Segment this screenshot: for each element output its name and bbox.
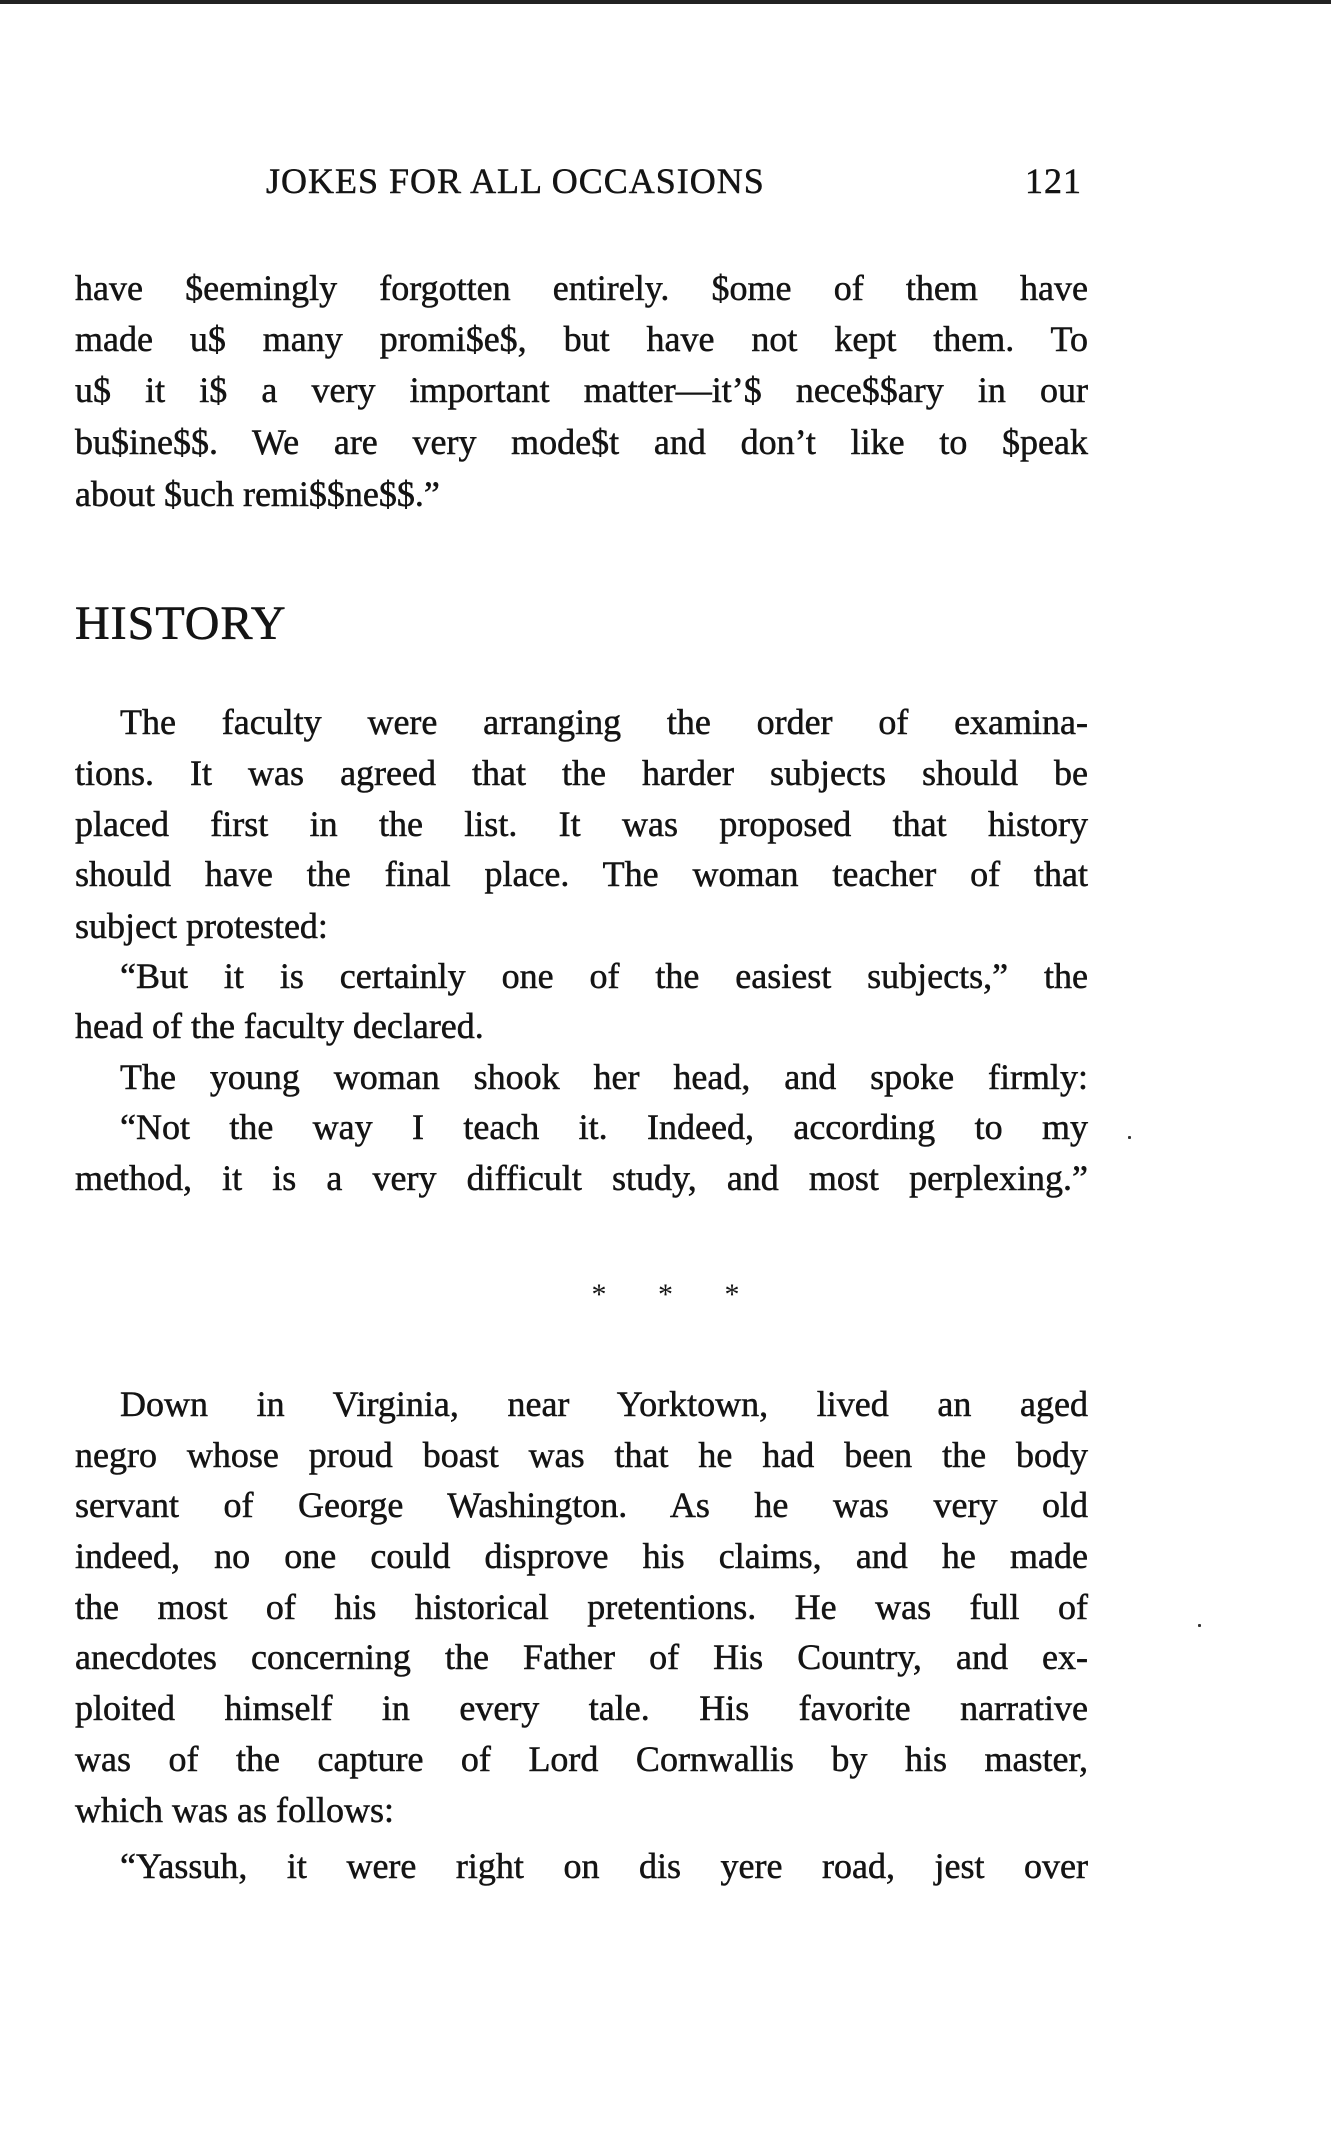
text-line: The young woman shook her head, and spoke firmly: [120,1057,1088,1097]
text-line: servant of George Washington. As he was very old [75,1485,1088,1525]
text-line: about $uch remi$$ne$$.” [75,474,440,514]
text-line: anecdotes concerning the Father of His Country, and ex- [75,1637,1088,1677]
page-number: 121 [1025,161,1082,201]
text-line: u$ it i$ a very important matter—it’$ nece$$ary in our [75,370,1088,410]
text-line: ploited himself in every tale. His favorite narrative [75,1688,1088,1728]
text-line: which was as follows: [75,1790,394,1830]
text-line: placed first in the list. It was proposed that history [75,804,1088,844]
text-line: tions. It was agreed that the harder subjects should be [75,753,1088,793]
page-top-edge [0,0,1331,4]
section-heading: HISTORY [75,597,287,650]
text-line: bu$ine$$. We are very mode$t and don’t like to $peak [75,422,1088,462]
text-line: “Yassuh, it were right on dis yere road, jest over [120,1846,1088,1886]
text-line: the most of his historical pretentions. He was full of [75,1587,1088,1627]
text-line: “Not the way I teach it. Indeed, according to my [120,1107,1088,1147]
text-line: method, it is a very difficult study, and most perplexing.” [75,1158,1088,1198]
text-line: “But it is certainly one of the easiest subjects,” the [120,956,1088,996]
text-line: The faculty were arranging the order of examina- [120,702,1088,742]
text-line: should have the final place. The woman teacher of that [75,854,1088,894]
text-line: have $eemingly forgotten entirely. $ome of them have [75,268,1088,308]
text-line: Down in Virginia, near Yorktown, lived an aged [120,1384,1088,1424]
text-line: indeed, no one could disprove his claims, and he made [75,1536,1088,1576]
text-line: negro whose proud boast was that he had been the body [75,1435,1088,1475]
scan-speck [1198,1624,1201,1627]
text-line: head of the faculty declared. [75,1006,484,1046]
text-line: made u$ many promi$e$, but have not kept them. To [75,319,1088,359]
text-line: was of the capture of Lord Cornwallis by his master, [75,1739,1088,1779]
running-title: JOKES FOR ALL OCCASIONS [266,161,765,201]
section-separator: * * * [591,1278,740,1311]
text-line: subject protested: [75,906,328,946]
scan-speck [1128,1136,1131,1139]
